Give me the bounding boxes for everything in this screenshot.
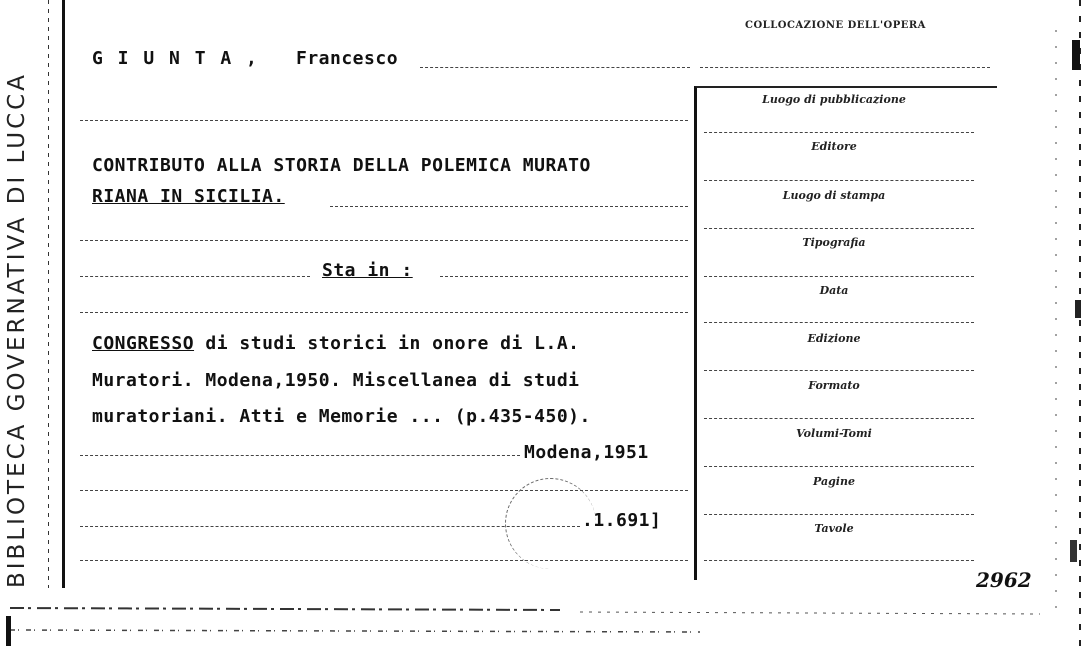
contained-in-label: Sta in : <box>322 260 413 281</box>
handwritten-number: 2962 <box>976 568 1032 592</box>
field-date: Data <box>819 284 849 297</box>
title-line-2: RIANA IN SICILIA. <box>92 186 285 207</box>
source-line-2: Muratori. Modena,1950. Miscellanea di studi <box>92 370 580 391</box>
source-line-3: muratoriani. Atti e Memorie ... (p.435-450). <box>92 406 591 427</box>
field-plates: Tavole <box>814 522 854 535</box>
field-publisher: Editore <box>811 140 857 153</box>
scan-edge-artifact <box>1050 0 1086 650</box>
field-edition: Edizione <box>807 332 861 345</box>
author-surname: G I U N T A , <box>92 48 259 69</box>
source-line-1 <box>92 333 580 354</box>
scan-bottom-artifact <box>0 588 1086 650</box>
location-heading: COLLOCAZIONE DELL'OPERA <box>745 20 926 31</box>
title-line-1: CONTRIBUTO ALLA STORIA DELLA POLEMICA MURATO <box>92 155 591 176</box>
field-printer: Tipografia <box>802 236 866 249</box>
library-label: BIBLIOTECA GOVERNATIVA DI LUCCA <box>4 72 30 588</box>
shelfmark: .1.691] <box>582 510 662 531</box>
field-place-of-publication: Luogo di pubblicazione <box>762 93 906 106</box>
congress-heading: CONGRESSO <box>92 333 195 354</box>
author-given-name: Francesco <box>296 48 399 69</box>
field-pages: Pagine <box>813 475 855 488</box>
field-format: Formato <box>808 379 860 392</box>
field-place-of-printing: Luogo di stampa <box>782 189 886 202</box>
left-margin-dotted-rule <box>48 0 49 588</box>
left-margin-rule <box>62 0 65 588</box>
field-volumes: Volumi-Tomi <box>796 427 872 440</box>
source-line-4: Modena,1951 <box>524 442 649 463</box>
source-line-1-rest: di studi storici in onore di L.A. <box>194 333 580 354</box>
